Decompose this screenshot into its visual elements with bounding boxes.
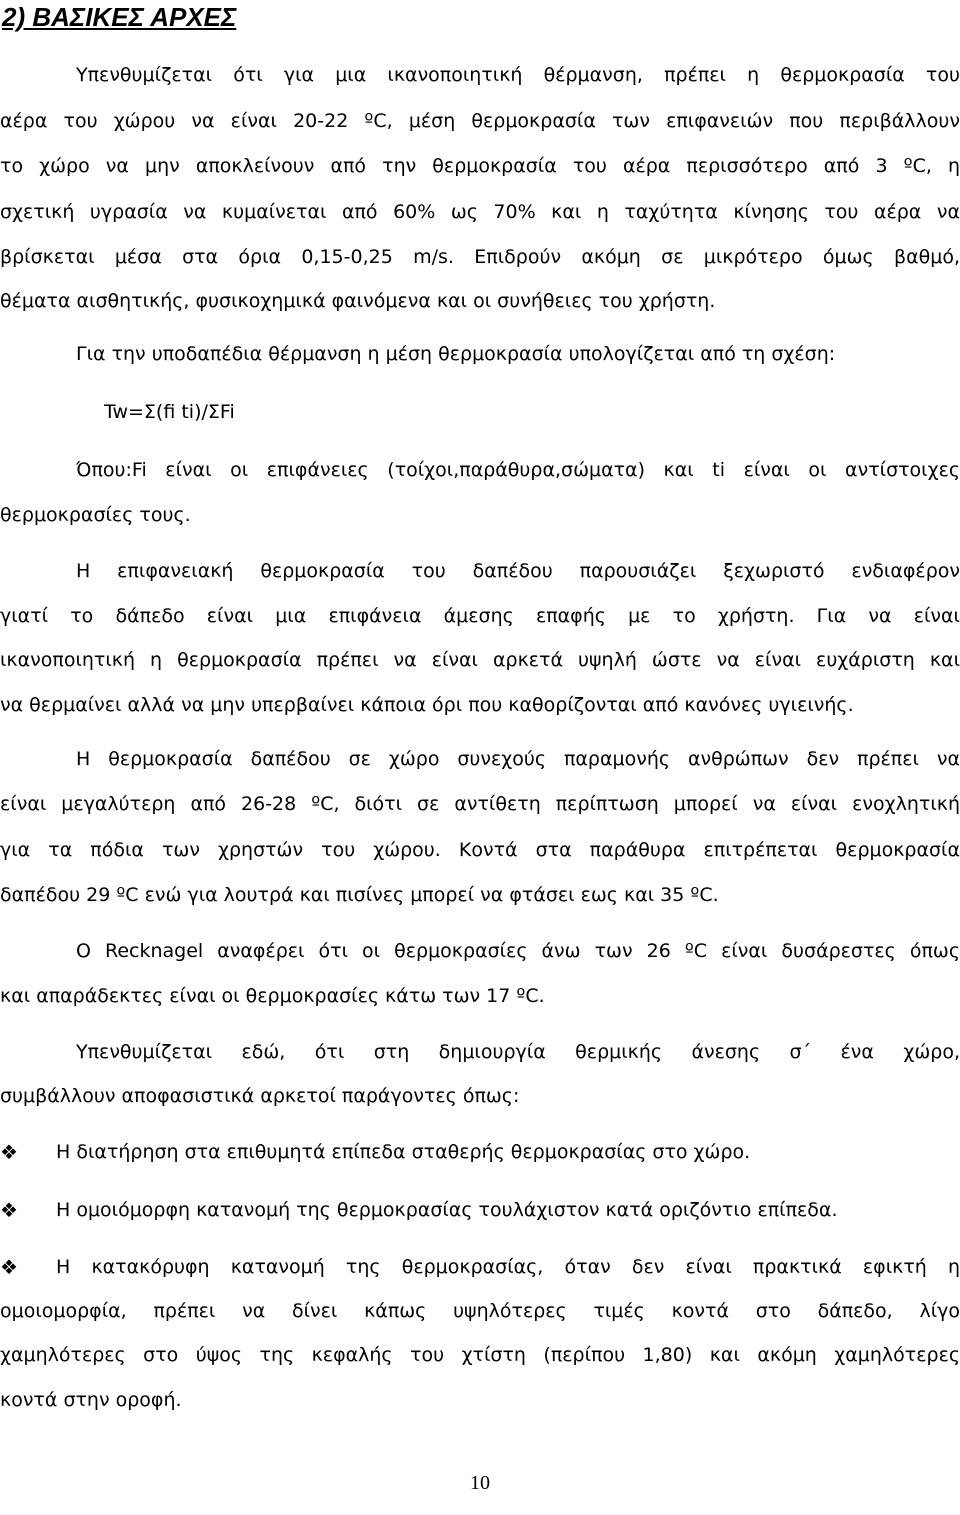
bullet-item: Η κατακόρυφη κατανομή της θερμοκρασίας, όταν δεν είναι πρακτικά εφικτή η xyxy=(56,1256,960,1278)
paragraph-line: και απαράδεκτες είναι οι θερμοκρασίες κάτω των 17 ºC. xyxy=(0,985,545,1007)
section-heading: 2) ΒΑΣΙΚΕΣ ΑΡΧΕΣ xyxy=(2,2,237,32)
paragraph-line: θέματα αισθητικής, φυσικοχημικά φαινόμενα και οι συνήθειες του χρήστη. xyxy=(0,290,716,312)
paragraph-line: αέρα του χώρου να είναι 20-22 ºC, μέση θερμοκρασία των επιφανειών που περιβάλλουν xyxy=(0,110,960,132)
paragraph-line: Ο Recknagel αναφέρει ότι οι θερμοκρασίες άνω των 26 ºC είναι δυσάρεστες όπως xyxy=(76,940,960,962)
paragraph-line: Υπενθυμίζεται ότι για μια ικανοποιητική θέρμανση, πρέπει η θερμοκρασία του xyxy=(76,64,960,86)
bullet-continuation-line: χαμηλότερες στο ύψος της κεφαλής του χτίστη (περίπου 1,80) και ακόμη χαμηλότερες xyxy=(0,1344,960,1366)
paragraph-line: δαπέδου 29 ºC ενώ για λουτρά και πισίνες μπορεί να φτάσει εως και 35 ºC. xyxy=(0,884,719,906)
bullet-continuation-line: ομοιομορφία, πρέπει να δίνει κάπως υψηλότερες τιμές κοντά στο δάπεδο, λίγο xyxy=(0,1300,960,1322)
paragraph-line: για τα πόδια των χρηστών του χώρου. Κοντά στα παράθυρα επιτρέπεται θερμοκρασία xyxy=(0,839,960,861)
formula-intro: Για την υποδαπέδια θέρμανση η μέση θερμοκρασία υπολογίζεται από τη σχέση: xyxy=(76,343,836,365)
paragraph-line: Υπενθυμίζεται εδώ, ότι στη δημιουργία θερμικής άνεσης σ΄ ένα χώρο, xyxy=(76,1041,960,1063)
page-number: 10 xyxy=(470,1472,490,1494)
bullet-item: Η ομοιόμορφη κατανομή της θερμοκρασίας τουλάχιστον κατά οριζόντιο επίπεδα. xyxy=(56,1199,838,1221)
formula: Tw=Σ(fi ti)/ΣFi xyxy=(104,401,235,423)
check-diamond-icon: ❖ xyxy=(0,1255,18,1279)
check-diamond-icon: ❖ xyxy=(0,1198,18,1222)
paragraph-line: είναι μεγαλύτερη από 26-28 ºC, διότι σε αντίθετη περίπτωση μπορεί να είναι ενοχλητική xyxy=(0,793,960,815)
paragraph-line: να θερμαίνει αλλά να μην υπερβαίνει κάποια όρι που καθορίζονται από κανόνες υγιεινής. xyxy=(0,694,854,716)
paragraph-line: Η θερμοκρασία δαπέδου σε χώρο συνεχούς παραμονής ανθρώπων δεν πρέπει να xyxy=(76,748,960,770)
definition-line: Όπου:Fi είναι οι επιφάνειες (τοίχοι,παράθυρα,σώματα) και ti είναι οι αντίστοιχες xyxy=(76,459,960,481)
bullet-continuation-line: κοντά στην οροφή. xyxy=(0,1389,182,1411)
paragraph-line: συμβάλλουν αποφασιστικά αρκετοί παράγοντες όπως: xyxy=(0,1085,520,1107)
paragraph-line: το χώρο να μην αποκλείνουν από την θερμοκρασία του αέρα περισσότερο από 3 ºC, η xyxy=(0,155,960,177)
definition-line: θερμοκρασίες τους. xyxy=(0,504,191,526)
paragraph-line: σχετική υγρασία να κυμαίνεται από 60% ως 70% και η ταχύτητα κίνησης του αέρα να xyxy=(0,201,960,223)
paragraph-line: Η επιφανειακή θερμοκρασία του δαπέδου παρουσιάζει ξεχωριστό ενδιαφέρον xyxy=(76,560,960,582)
check-diamond-icon: ❖ xyxy=(0,1140,18,1164)
bullet-item: Η διατήρηση στα επιθυμητά επίπεδα σταθερής θερμοκρασίας στο χώρο. xyxy=(56,1141,751,1163)
paragraph-line: γιατί το δάπεδο είναι μια επιφάνεια άμεσης επαφής με το χρήστη. Για να είναι xyxy=(0,605,960,627)
paragraph-line: ικανοποιητική η θερμοκρασία πρέπει να είναι αρκετά υψηλή ώστε να είναι ευχάριστη και xyxy=(0,649,960,671)
paragraph-line: βρίσκεται μέσα στα όρια 0,15-0,25 m/s. Επιδρούν ακόμη σε μικρότερο όμως βαθμό, xyxy=(0,246,960,268)
